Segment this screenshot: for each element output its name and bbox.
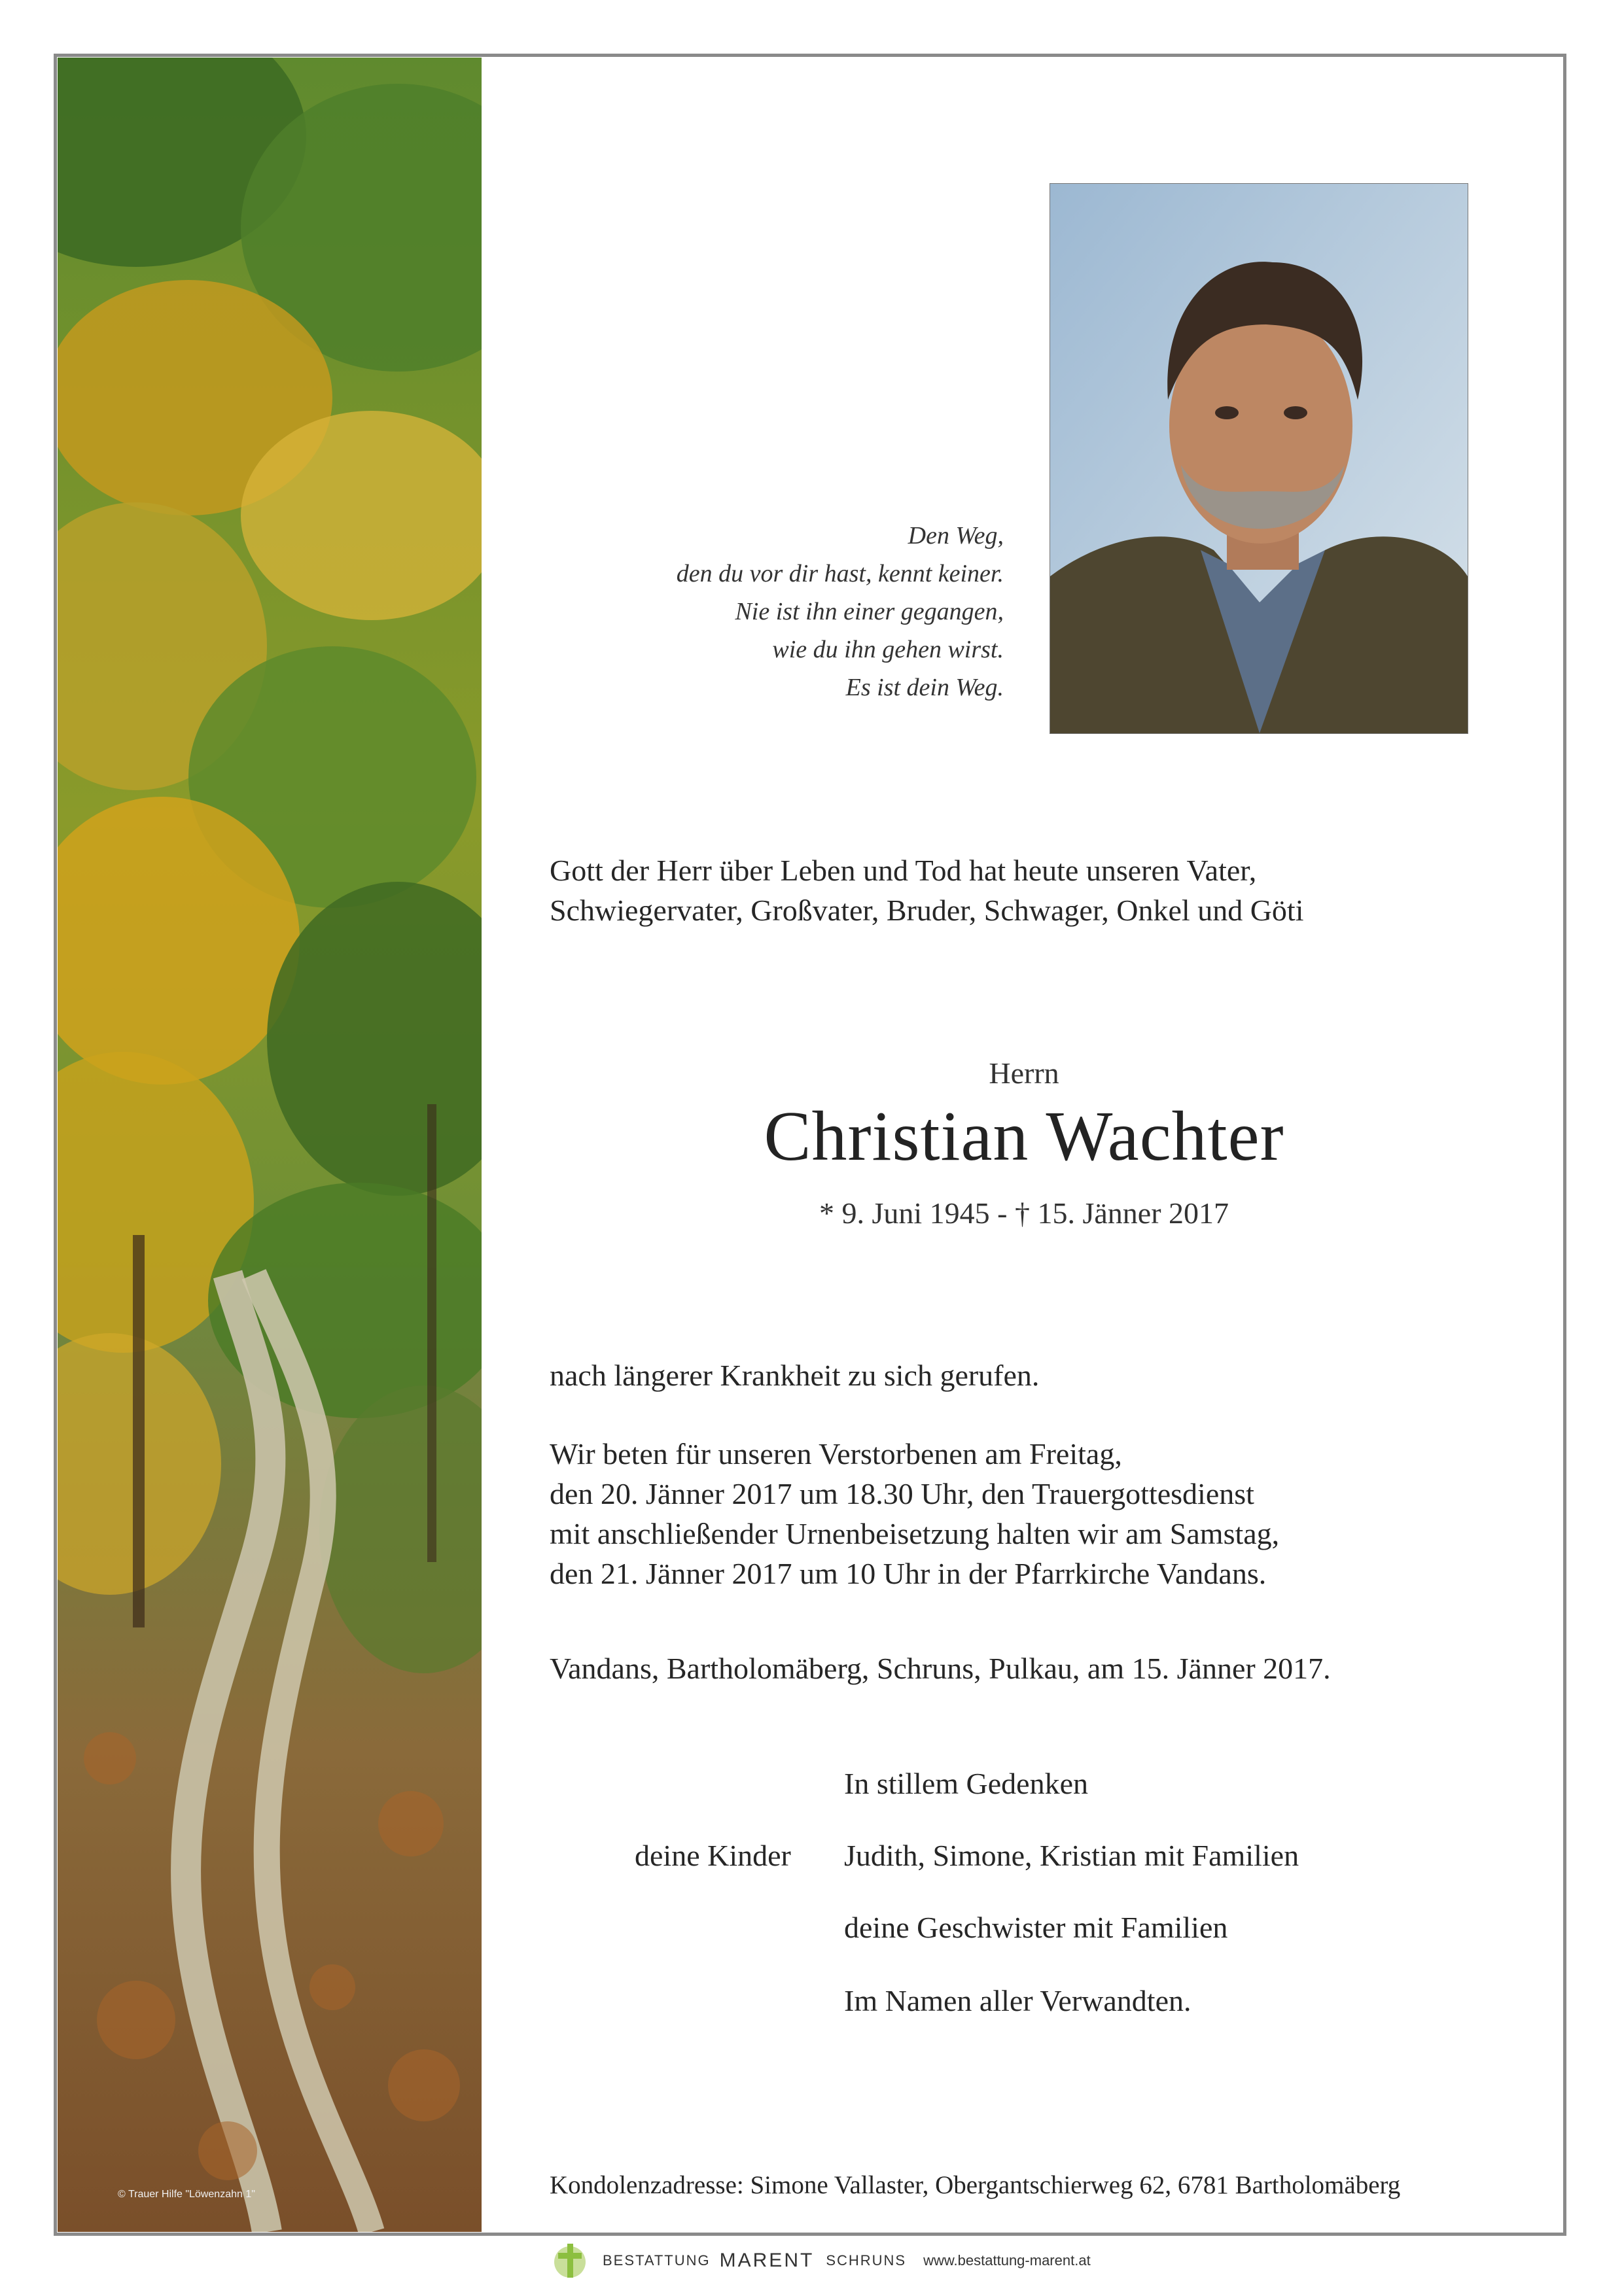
salutation: Herrn [989,1056,1059,1090]
poem-line: den du vor dir hast, kennt keiner. [676,560,1004,587]
brand-word-marent: MARENT [719,2250,815,2271]
poem-line: Es ist dein Weg. [845,674,1004,701]
life-dates: * 9. Juni 1945 - † 15. Jänner 2017 [819,1196,1229,1230]
children-names: Judith, Simone, Kristian mit Familien [844,1839,1299,1872]
in-memory: In stillem Gedenken [844,1767,1089,1800]
photo-copyright: © Trauer Hilfe "Löwenzahn 1" [118,2189,255,2200]
poem-line: Den Weg, [908,522,1004,549]
intro-line: Schwiegervater, Großvater, Bruder, Schwager, Onkel und Göti [550,894,1304,927]
called-text [550,1355,1039,1395]
memorial-poem [677,517,1004,706]
poem-line: wie du ihn gehen wirst. [772,636,1004,663]
funeral-home-brand [552,2241,1091,2280]
service-line: den 21. Jänner 2017 um 10 Uhr in der Pfarrkirche Vandans. [550,1557,1267,1590]
autumn-forest-path-photo [58,58,482,2232]
intro-text [550,850,1304,930]
brand-url: www.bestattung-marent.at [923,2252,1091,2269]
siblings: deine Geschwister mit Familien [844,1911,1228,1944]
service-text [550,1434,1279,1593]
portrait-photo [1050,183,1468,734]
service-line: mit anschließender Urnenbeisetzung halten wir am Samstag, [550,1517,1280,1550]
brand-word-bestattung: BESTATTUNG [603,2252,711,2269]
intro-line: Gott der Herr über Leben und Tod hat heute unseren Vater, [550,854,1257,887]
service-line: den 20. Jänner 2017 um 18.30 Uhr, den Trauergottesdienst [550,1477,1254,1510]
cross-logo-icon [552,2241,588,2280]
relatives: Im Namen aller Verwandten. [844,1984,1192,2017]
children-label: deine Kinder [635,1839,791,1872]
condolence-address: Kondolenzadresse: Simone Vallaster, Obergantschierweg 62, 6781 Bartholomäberg [550,2171,1401,2199]
deceased-name: Christian Wachter [764,1098,1284,1175]
place-date [550,1648,1331,1688]
brand-word-schruns: SCHRUNS [826,2252,907,2269]
place-date-line: Vandans, Bartholomäberg, Schruns, Pulkau, am 15. Jänner 2017. [550,1652,1331,1685]
called-line: nach längerer Krankheit zu sich gerufen. [550,1359,1040,1392]
poem-line: Nie ist ihn einer gegangen, [735,598,1004,625]
service-line: Wir beten für unseren Verstorbenen am Freitag, [550,1437,1122,1470]
